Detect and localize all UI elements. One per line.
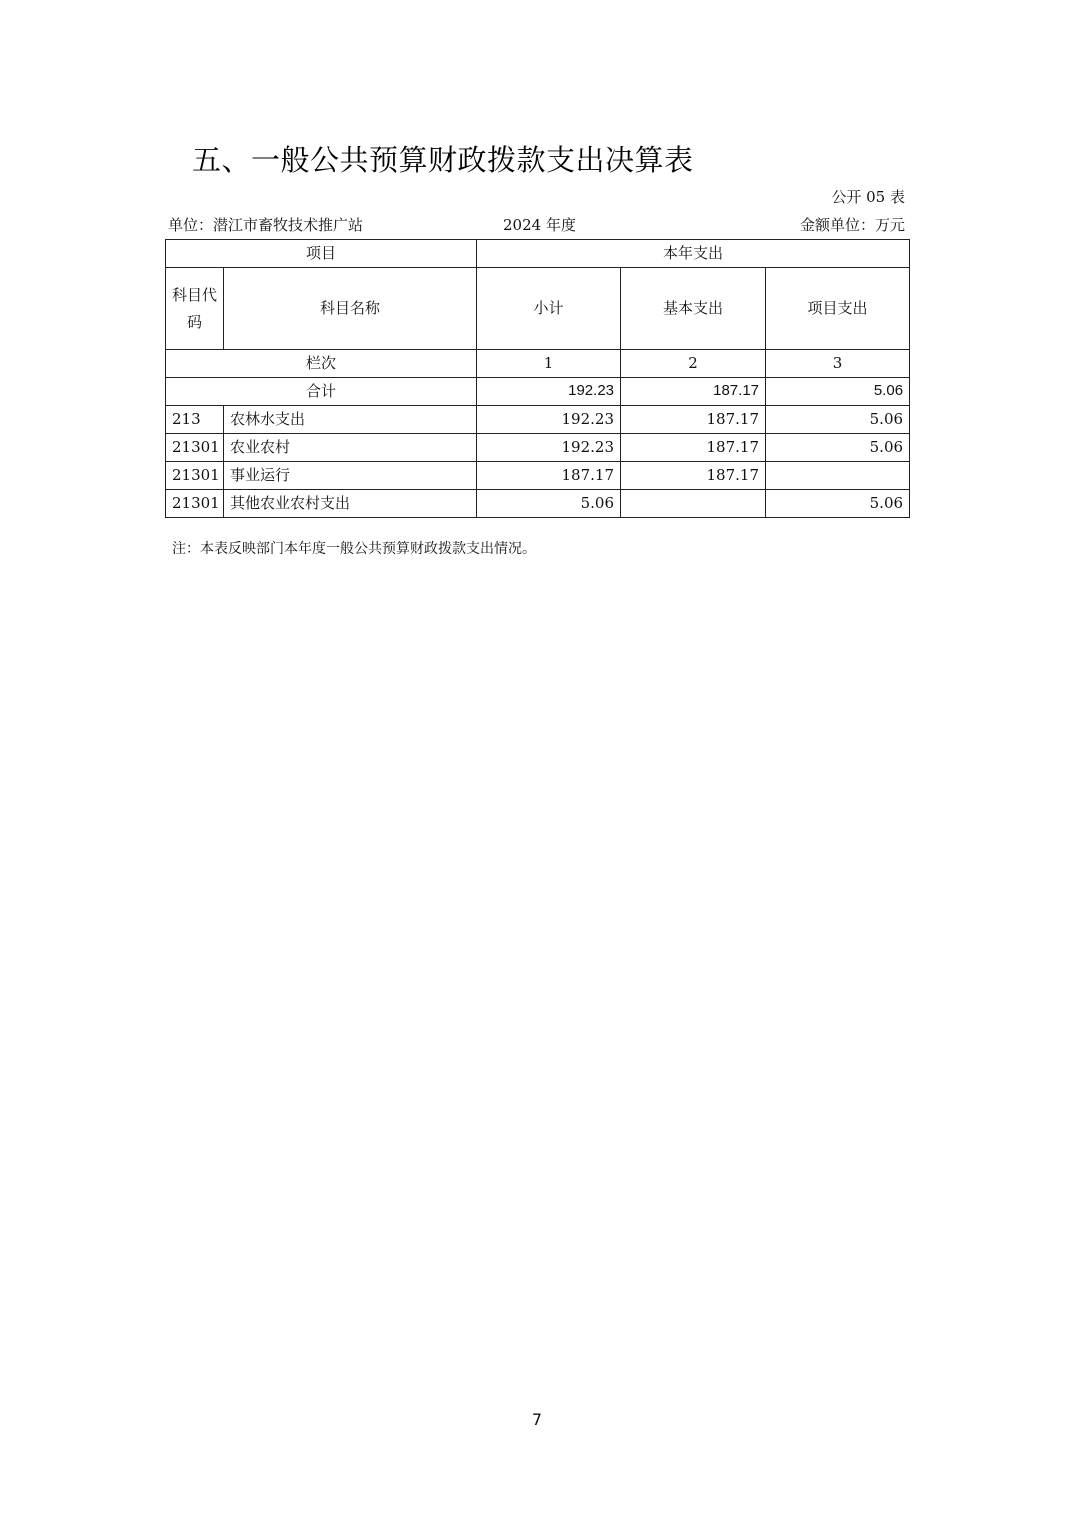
header-subtotal: 小计 xyxy=(477,268,621,350)
header-subject-name: 科目名称 xyxy=(224,268,477,350)
column-number-2: 2 xyxy=(621,350,766,378)
row-project xyxy=(766,462,910,490)
column-number-row xyxy=(166,350,910,378)
column-number-1: 1 xyxy=(477,350,621,378)
page-title: 五、一般公共预算财政拨款支出决算表 xyxy=(192,143,694,177)
total-label: 合计 xyxy=(166,378,477,406)
header-row-top xyxy=(166,240,910,268)
column-number-3: 3 xyxy=(766,350,910,378)
row-subtotal: 187.17 xyxy=(477,462,621,490)
table-row xyxy=(166,434,910,462)
row-project: 5.06 xyxy=(766,490,910,518)
row-code: 21301 xyxy=(166,462,224,490)
total-project: 5.06 xyxy=(766,378,910,406)
page-number: 7 xyxy=(531,1410,543,1429)
header-project-expenditure: 项目支出 xyxy=(766,268,910,350)
table-row xyxy=(166,490,910,518)
header-project: 项目 xyxy=(166,240,477,268)
row-basic: 187.17 xyxy=(621,434,766,462)
fiscal-year: 2024 年度 xyxy=(503,216,576,234)
row-subtotal: 192.23 xyxy=(477,406,621,434)
row-name: 农林水支出 xyxy=(224,406,477,434)
table-row xyxy=(166,462,910,490)
row-subtotal: 5.06 xyxy=(477,490,621,518)
row-project: 5.06 xyxy=(766,406,910,434)
table-row xyxy=(166,406,910,434)
form-number: 公开 05 表 xyxy=(831,188,905,206)
total-subtotal: 192.23 xyxy=(477,378,621,406)
meta-row xyxy=(168,214,905,236)
expenditure-table xyxy=(165,239,910,518)
row-name: 其他农业农村支出 xyxy=(224,490,477,518)
row-name: 农业农村 xyxy=(224,434,477,462)
currency-unit: 金额单位：万元 xyxy=(799,216,905,234)
header-basic-expenditure: 基本支出 xyxy=(621,268,766,350)
column-number-label: 栏次 xyxy=(166,350,477,378)
row-code: 21301 xyxy=(166,434,224,462)
total-basic: 187.17 xyxy=(621,378,766,406)
reporting-unit: 单位：潜江市畜牧技术推广站 xyxy=(168,216,364,234)
row-subtotal: 192.23 xyxy=(477,434,621,462)
header-row-columns xyxy=(166,268,910,350)
row-name: 事业运行 xyxy=(224,462,477,490)
header-current-year-expenditure: 本年支出 xyxy=(477,240,910,268)
row-code: 21301 xyxy=(166,490,224,518)
row-project: 5.06 xyxy=(766,434,910,462)
row-basic xyxy=(621,490,766,518)
header-subject-code: 科目代码 xyxy=(166,268,224,350)
row-code: 213 xyxy=(166,406,224,434)
row-basic: 187.17 xyxy=(621,406,766,434)
row-basic: 187.17 xyxy=(621,462,766,490)
total-row xyxy=(166,378,910,406)
table-note: 注：本表反映部门本年度一般公共预算财政拨款支出情况。 xyxy=(172,541,536,557)
